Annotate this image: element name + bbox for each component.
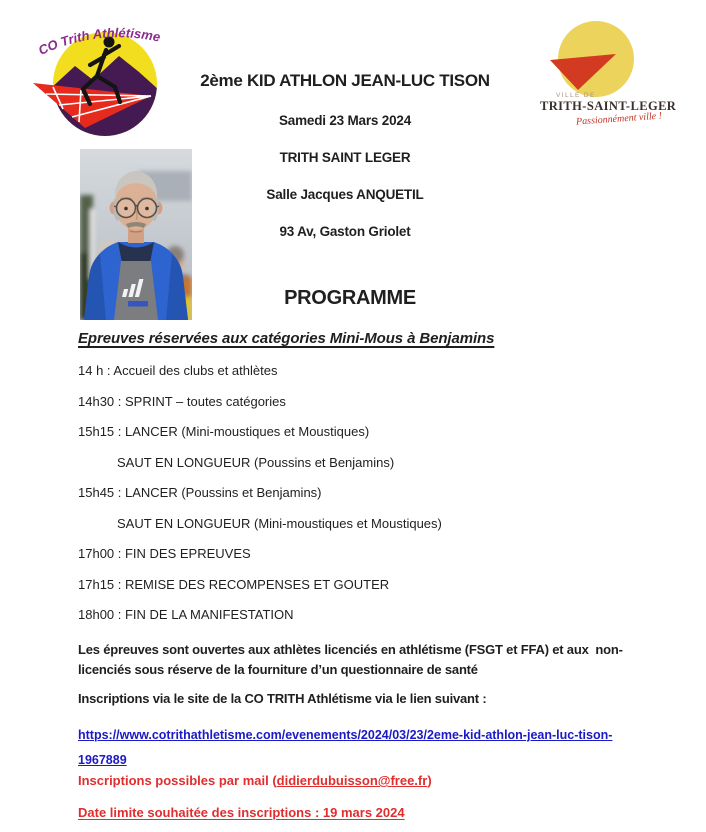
registration-link[interactable] xyxy=(78,723,612,773)
schedule-row: 14 h : Accueil des clubs et athlètes xyxy=(78,363,278,378)
registration-link-block xyxy=(78,723,612,773)
programme-heading: PROGRAMME xyxy=(284,287,416,309)
registration-link-line2[interactable]: 1967889 xyxy=(78,753,127,767)
event-date: Samedi 23 Mars 2024 xyxy=(278,113,412,128)
schedule-row: SAUT EN LONGUEUR (Mini-moustiques et Moustiques) xyxy=(117,515,442,531)
schedule-row: 14h30 : SPRINT – toutes catégories xyxy=(78,393,286,409)
page-title: 2ème KID ATHLON JEAN-LUC TISON xyxy=(200,71,490,90)
schedule-row: 15h15 : LANCER (Mini-moustiques et Moustiques) xyxy=(78,424,370,439)
event-address: 93 Av, Gaston Griolet xyxy=(279,224,411,239)
mail-suffix: ) xyxy=(427,773,432,788)
mail-registration-line xyxy=(78,773,432,788)
club-logo-text-shape: CO Trith Athlétisme xyxy=(35,25,162,58)
eligibility-note-line1: Les épreuves sont ouvertes aux athlètes licenciés en athlétisme (FSGT et FFA) et aux non- xyxy=(78,642,623,657)
schedule-row: 18h00 : FIN DE LA MANIFESTATION xyxy=(78,607,294,622)
schedule-list xyxy=(78,356,442,631)
email-link[interactable]: didierdubuisson@free.fr xyxy=(276,773,428,788)
event-city: TRITH SAINT LEGER xyxy=(279,150,411,165)
city-logo-ville-de: VILLE DE xyxy=(556,92,596,99)
deadline-line: Date limite souhaitée des inscriptions : 19 mars 2024 xyxy=(78,805,405,820)
eligibility-note-line2: licenciés sous réserve de la fourniture d’un questionnaire de santé xyxy=(78,662,478,677)
programme-subheading: Epreuves réservées aux catégories Mini-Mous à Benjamins xyxy=(78,330,495,347)
schedule-row: SAUT EN LONGUEUR (Poussins et Benjamins) xyxy=(117,454,395,470)
eligibility-note xyxy=(78,640,623,680)
event-venue: Salle Jacques ANQUETIL xyxy=(266,187,424,202)
schedule-row: 17h00 : FIN DES EPREUVES xyxy=(78,546,251,561)
mail-prefix: Inscriptions possibles par mail ( xyxy=(78,773,277,788)
inscriptions-intro: Inscriptions via le site de la CO TRITH Athlétisme via le lien suivant : xyxy=(78,691,487,706)
schedule-row: 17h15 : REMISE DES RECOMPENSES ET GOUTER xyxy=(78,576,390,592)
city-logo-name: TRITH-SAINT-LEGER xyxy=(540,99,677,113)
city-logo-slogan: Passionnément ville ! xyxy=(575,110,663,128)
schedule-row: 15h45 : LANCER (Poussins et Benjamins) xyxy=(78,485,322,500)
registration-link-line1[interactable]: https://www.cotrithathletisme.com/evenements/2024/03/23/2eme-kid-athlon-jean-luc-tison- xyxy=(78,728,613,742)
